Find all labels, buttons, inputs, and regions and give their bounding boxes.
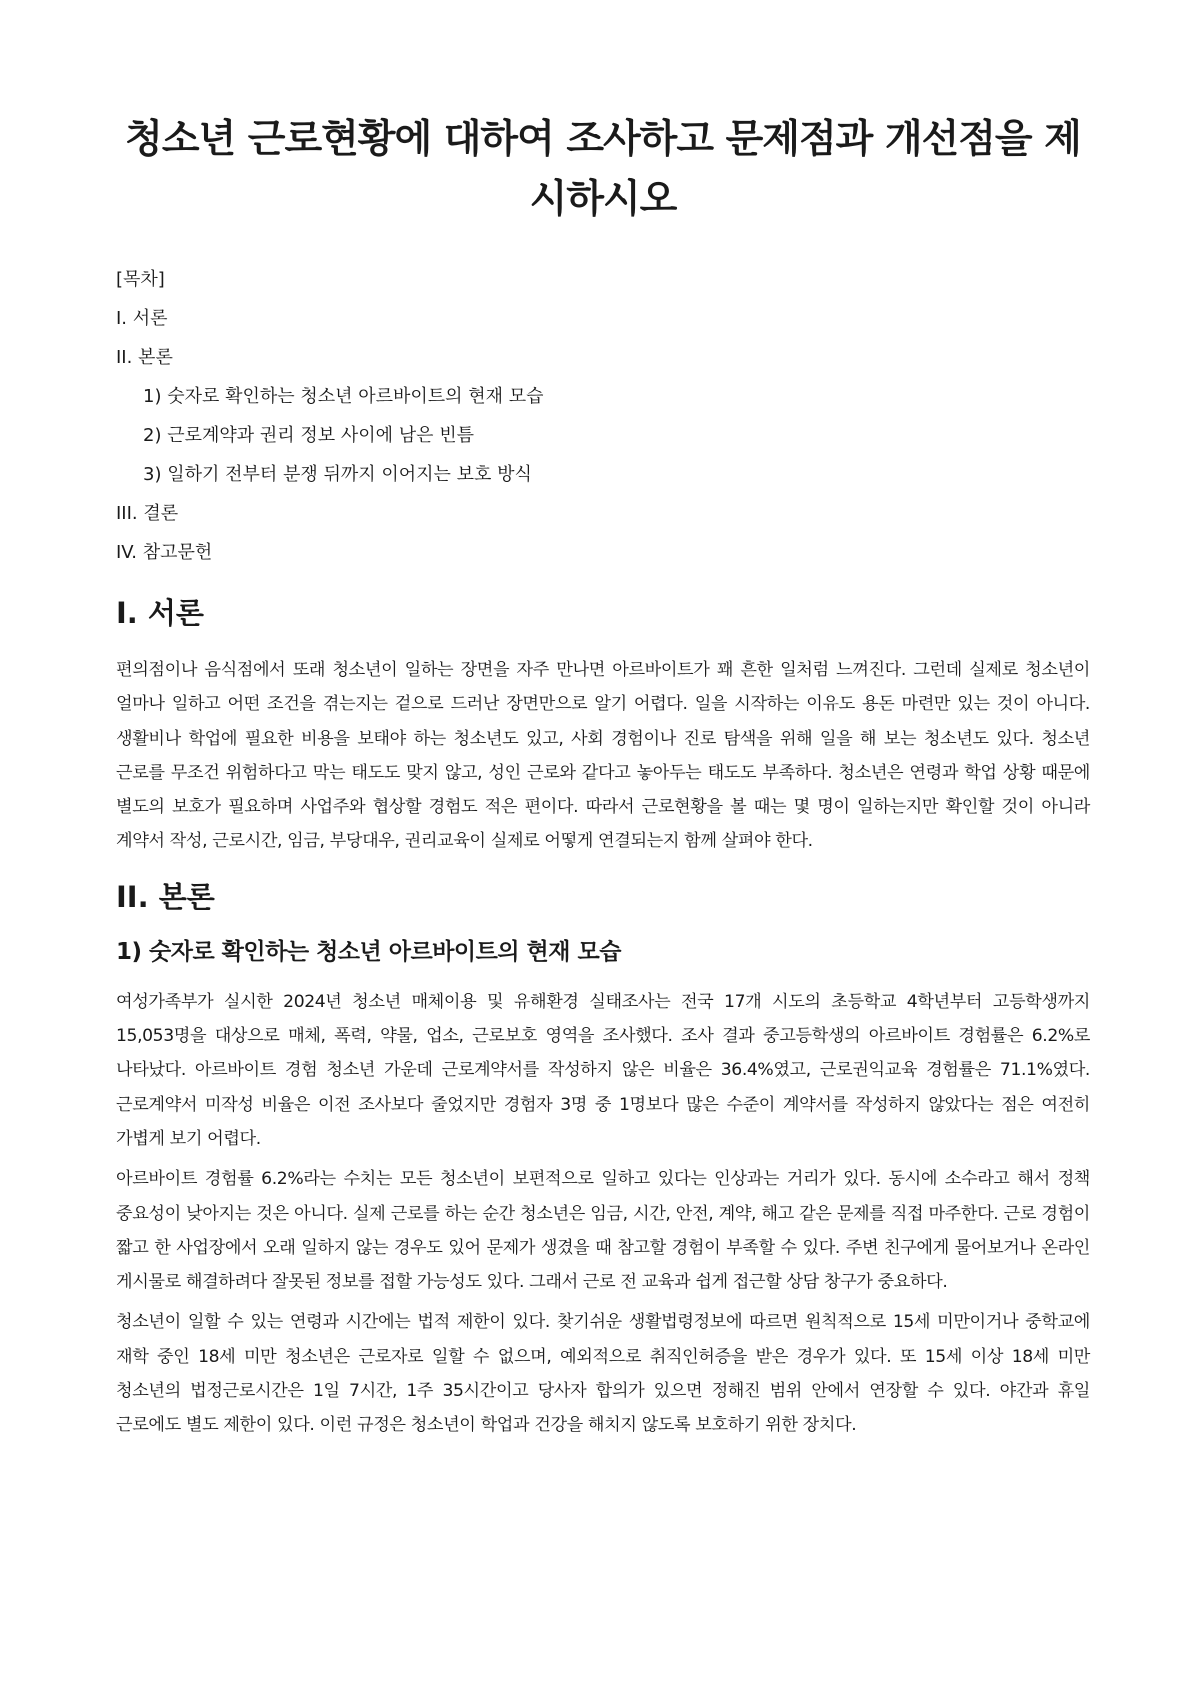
toc-item[interactable]: IV. 참고문헌	[116, 542, 213, 563]
intro-paragraph: 편의점이나 음식점에서 또래 청소년이 일하는 장면을 자주 만나면 아르바이트가 꽤 흔한 일처럼 느껴진다. 그런데 실제로 청소년이 얼마나 일하고 어떤 조건을 겪는지는 겉으로 드러난 장면만으로 알기 어렵다. 일을 시작하는 이유도 용돈 마련만 있는 것이 아니다. 생활비나 학업에 필요한 비용을 보태야 하는 청소년도 있고, 사회 경험이나 진로 탐색을 위해 일을 해 보는 청소년도 있다. 청소년 근로를 무조건 위험하다고 막는 태도도 맞지 않고, 성인 근로와 같다고 놓아두는 태도도 부족하다. 청소년은 연령과 학업 상황 때문에 별도의 보호가 필요하며 사업주와 협상할 경험도 적은 편이다. 따라서 근로현황을 볼 때는 몇 명이 일하는지만 확인할 것이 아니라 계약서 작성, 근로시간, 임금, 부당대우, 권리교육이 실제로 어떻게 연결되는지 함께 살펴야 한다.	[116, 660, 1090, 852]
toc-item[interactable]: III. 결론	[116, 503, 179, 524]
section-heading-body: II. 본론	[116, 879, 215, 914]
toc-subitem[interactable]: 2) 근로계약과 권리 정보 사이에 남은 빈틈	[143, 425, 475, 446]
toc-item[interactable]: I. 서론	[116, 308, 168, 329]
toc-subitem[interactable]: 1) 숫자로 확인하는 청소년 아르바이트의 현재 모습	[143, 386, 544, 407]
toc-heading: [목차]	[116, 269, 165, 290]
body-paragraph: 아르바이트 경험률 6.2%라는 수치는 모든 청소년이 보편적으로 일하고 있다는 인상과는 거리가 있다. 동시에 소수라고 해서 정책 중요성이 낮아지는 것은 아니다. 실제 근로를 하는 순간 청소년은 임금, 시간, 안전, 계약, 해고 같은 문제를 직접 마주한다. 근로 경험이 짧고 한 사업장에서 오래 일하지 않는 경우도 있어 문제가 생겼을 때 참고할 경험이 부족할 수 있다. 주변 친구에게 물어보거나 온라인 게시물로 해결하려다 잘못된 정보를 접할 가능성도 있다. 그래서 근로 전 교육과 쉽게 접근할 상담 창구가 중요하다.	[116, 1169, 1090, 1293]
document-title: 청소년 근로현황에 대하여 조사하고 문제점과 개선점을 제시하시오	[125, 117, 1081, 222]
subsection-heading: 1) 숫자로 확인하는 청소년 아르바이트의 현재 모습	[116, 938, 621, 965]
section-heading-introduction: I. 서론	[116, 596, 204, 630]
toc-subitem[interactable]: 3) 일하기 전부터 분쟁 뒤까지 이어지는 보호 방식	[143, 464, 532, 485]
body-paragraph: 청소년이 일할 수 있는 연령과 시간에는 법적 제한이 있다. 찾기쉬운 생활법령정보에 따르면 원칙적으로 15세 미만이거나 중학교에 재학 중인 18세 미만 청소년은 근로자로 일할 수 없으며, 예외적으로 취직인허증을 받은 경우가 있다. 또 15세 이상 18세 미만 청소년의 법정근로시간은 1일 7시간, 1주 35시간이고 당사자 합의가 있으면 정해진 범위 안에서 연장할 수 있다. 야간과 휴일 근로에도 별도 제한이 있다. 이런 규정은 청소년이 학업과 건강을 해치지 않도록 보호하기 위한 장치다.	[116, 1312, 1090, 1436]
body-paragraph: 여성가족부가 실시한 2024년 청소년 매체이용 및 유해환경 실태조사는 전국 17개 시도의 초등학교 4학년부터 고등학생까지 15,053명을 대상으로 매체, 폭력, 약물, 업소, 근로보호 영역을 조사했다. 조사 결과 중고등학생의 아르바이트 경험률은 6.2%로 나타났다. 아르바이트 경험 청소년 가운데 근로계약서를 작성하지 않은 비율은 36.4%였고, 근로권익교육 경험률은 71.1%였다. 근로계약서 미작성 비율은 이전 조사보다 줄었지만 경험자 3명 중 1명보다 많은 수준이 계약서를 작성하지 않았다는 점은 여전히 가볍게 보기 어렵다.	[116, 991, 1090, 1149]
subsection-body	[116, 985, 1090, 1443]
toc-item[interactable]: II. 본론	[116, 347, 173, 368]
table-of-contents	[116, 307, 1090, 565]
